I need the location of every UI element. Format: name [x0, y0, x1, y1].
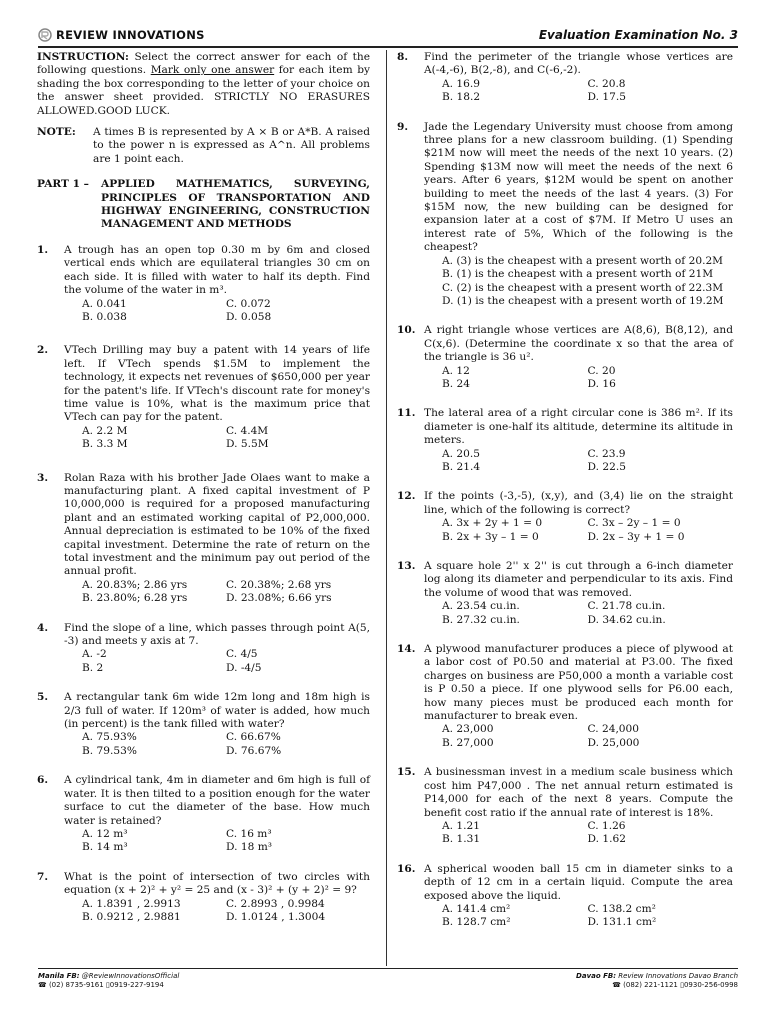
answer-choice: C. 16 m³ — [226, 827, 272, 840]
question-stem: A rectangular tank 6m wide 12m long and 18m high is 2/3 full of water. If 120m³ of water is added, how much (in percent) is the tank filled with water? — [64, 691, 370, 731]
answer-choice: D. 16 — [587, 377, 616, 390]
answer-choice: C. 21.78 cu.in. — [587, 600, 666, 613]
question-body — [424, 407, 733, 474]
answer-choice: A. 1.8391 , 2.9913 — [82, 897, 181, 910]
question-stem: Jade the Legendary University must choose from among three plans for a new classroom building. (1) Spending $21M now will meet the needs of the next 10 years. (2) Spending $13M now will meet the needs of the next 6 years. After 6 years, $12M would be spent on another building to meet the needs of the last 4 years. (3) For $15M now, the new building can be designed for expansion later at a cost of $7M. If Metro U uses an interest rate of 5%, Which of the following is the cheapest? — [424, 120, 733, 254]
footer-manila — [38, 972, 179, 990]
answer-choice: B. 0.038 — [82, 310, 127, 323]
answer-choice: D. 2x – 3y + 1 = 0 — [587, 530, 685, 543]
answer-choice: A. 1.21 — [442, 819, 480, 832]
answer-choice: A. 12 m³ — [82, 827, 128, 840]
footer-davao — [576, 972, 738, 990]
footer-manila-phones: ☎ (02) 8735-9161 ▯0919-227-9194 — [38, 981, 164, 989]
answer-choices — [64, 425, 370, 452]
answer-choice: B. 24 — [442, 377, 470, 390]
answer-choice: A. 20.5 — [442, 447, 480, 460]
answer-choice: B. 2x + 3y – 1 = 0 — [442, 530, 539, 543]
answer-choice: B. 79.53% — [82, 744, 137, 757]
answer-choices — [424, 723, 733, 750]
answer-choices — [424, 517, 733, 544]
answer-choices — [424, 600, 733, 627]
question-number: 14. — [397, 643, 416, 656]
answer-choice: B. 23.80%; 6.28 yrs — [82, 592, 188, 605]
part-label: PART 1 – — [37, 178, 89, 191]
answer-choices — [424, 255, 733, 309]
answer-choice: C. 3x – 2y – 1 = 0 — [587, 517, 681, 530]
question-item — [397, 560, 733, 627]
answer-choices — [424, 78, 733, 105]
answer-choice: A. -2 — [82, 648, 107, 661]
question-item — [397, 51, 733, 105]
question-item — [397, 490, 733, 544]
question-stem: A plywood manufacturer produces a piece of plywood at a labor cost of P0.50 and material at P3.00. The fixed charges on business are P50,000 a month a variable cost is P 0.50 a piece. If one plywood sells for P6.00 each, how many pieces must be produced each month for manufacturer to break even. — [424, 643, 733, 723]
answer-choice: B. 128.7 cm² — [442, 916, 511, 929]
answer-choice: C. 20 — [587, 364, 616, 377]
question-stem: A businessman invest in a medium scale business which cost him P47,000 . The net annual return estimated is P14,000 for each of the next 8 years. Compute the benefit cost ratio if the annual rate of interest is 18%. — [424, 766, 733, 819]
question-number: 12. — [397, 490, 416, 503]
footer-davao-handle: Review Innovations Davao Branch — [616, 972, 738, 980]
answer-choice: D. 18 m³ — [226, 841, 272, 854]
brand — [38, 28, 205, 42]
question-body — [64, 774, 370, 854]
answer-choice: A. 75.93% — [82, 731, 137, 744]
question-item — [397, 121, 733, 309]
question-body — [64, 244, 370, 324]
question-item — [397, 863, 733, 930]
note-label: NOTE: — [37, 126, 76, 139]
answer-choices — [64, 898, 370, 925]
question-item — [37, 871, 370, 925]
answer-choice: D. 76.67% — [226, 744, 282, 757]
answer-choice: C. 2.8993 , 0.9984 — [226, 897, 325, 910]
answer-choice: A. 141.4 cm² — [442, 902, 511, 915]
answer-choice: C. 23.9 — [587, 447, 626, 460]
left-column — [37, 51, 370, 924]
part-title: APPLIED MATHEMATICS, SURVEYING, PRINCIPLES OF TRANSPORTATION AND HIGHWAY ENGINEERING, CONSTRUCTION MANAGEMENT AND METHODS — [101, 178, 370, 231]
question-item — [37, 244, 370, 324]
footer-davao-phones: ☎ (082) 221-1121 ▯0930-256-0998 — [612, 981, 738, 989]
question-stem: What is the point of intersection of two circles with equation (x + 2)² + y² = 25 and (x - 3)² + (y + 2)² = 9? — [64, 870, 370, 897]
question-item — [37, 774, 370, 854]
answer-choice: A. 23.54 cu.in. — [442, 600, 520, 613]
question-body — [424, 324, 733, 391]
instruction-block — [37, 51, 370, 118]
answer-choice: D. -4/5 — [226, 661, 262, 674]
instruction-underlined: Mark only one answer — [150, 64, 275, 77]
answer-choice: D. 22.5 — [587, 460, 626, 473]
question-item — [37, 344, 370, 451]
question-body — [64, 871, 370, 925]
answer-choice: C. 20.8 — [587, 77, 626, 90]
question-body — [64, 472, 370, 606]
answer-choice: D. 25,000 — [587, 736, 640, 749]
question-body — [424, 51, 733, 105]
answer-choices — [64, 579, 370, 606]
answer-choice: C. 4.4M — [226, 424, 269, 437]
answer-choice: C. 0.072 — [226, 297, 271, 310]
answer-choices — [64, 298, 370, 325]
answer-choices — [64, 731, 370, 758]
answer-choice: D. 1.0124 , 1.3004 — [226, 910, 326, 923]
question-stem: A square hole 2'' x 2'' is cut through a 6-inch diameter log along its diameter and perpendicular to its axis. Find the volume of wood that was removed. — [424, 560, 733, 599]
question-item — [397, 643, 733, 750]
answer-choice: C. 66.67% — [226, 731, 281, 744]
answer-choice: A. 23,000 — [442, 723, 494, 736]
answer-choice: C. (2) is the cheapest with a present worth of 22.3M — [442, 281, 724, 294]
question-number: 9. — [397, 120, 409, 133]
question-number: 11. — [397, 407, 416, 420]
column-divider — [386, 50, 387, 966]
answer-choice: B. 18.2 — [442, 91, 481, 104]
question-number: 16. — [397, 862, 416, 875]
question-body — [64, 622, 370, 676]
answer-choice: A. (3) is the cheapest with a present worth of 20.2M — [442, 254, 724, 267]
answer-choice: B. 21.4 — [442, 460, 481, 473]
answer-choice: D. 34.62 cu.in. — [587, 613, 666, 626]
answer-choices — [424, 903, 733, 930]
answer-choice: D. 131.1 cm² — [587, 916, 657, 929]
question-number: 3. — [37, 471, 49, 484]
instruction-text-1: Select the correct answer for each of the following questions. — [37, 51, 370, 77]
right-column — [397, 51, 733, 930]
answer-choice: C. 4/5 — [226, 648, 258, 661]
answer-choice: D. 17.5 — [587, 91, 626, 104]
question-stem: A cylindrical tank, 4m in diameter and 6m high is full of water. It is then tilted to a position enough for the water surface to cut the diameter of the base. How much water is retained? — [64, 774, 370, 827]
page-header — [38, 26, 738, 48]
footer-davao-label: Davao FB: — [576, 972, 617, 980]
footer-manila-label: Manila FB: — [38, 972, 80, 980]
question-number: 13. — [397, 560, 416, 572]
question-number: 5. — [37, 691, 49, 704]
question-item — [397, 766, 733, 846]
answer-choice: B. 27,000 — [442, 736, 494, 749]
question-number: 7. — [37, 870, 49, 883]
question-stem: Find the slope of a line, which passes through point A(5, -3) and meets y axis at 7. — [64, 621, 370, 648]
answer-choices — [64, 828, 370, 855]
answer-choices — [424, 365, 733, 392]
answer-choices — [424, 820, 733, 847]
answer-choice: D. 1.62 — [587, 833, 626, 846]
question-body — [424, 863, 733, 930]
question-item — [37, 622, 370, 676]
answer-choice: B. 0.9212 , 2.9881 — [82, 910, 181, 923]
footer-manila-handle: @ReviewInnovationsOfficial — [79, 972, 180, 980]
answer-choice: B. 2 — [82, 661, 104, 674]
answer-choice: D. 5.5M — [226, 438, 269, 451]
answer-choice: A. 0.041 — [82, 297, 127, 310]
answer-choice: A. 3x + 2y + 1 = 0 — [442, 517, 543, 530]
answer-choice: D. 0.058 — [226, 310, 272, 323]
question-number: 4. — [37, 621, 49, 634]
question-stem: Rolan Raza with his brother Jade Olaes want to make a manufacturing plant. A fixed capital investment of P 10,000,000 is required for a proposed manufacturing plant and an estimated working capital of P2,000,000. Annual depreciation is estimated to be 10% of the fixed capital investment. Determine the rate of return on the total investment and the minimum pay out period of the annual profit. — [64, 471, 370, 578]
answer-choice: C. 20.38%; 2.68 yrs — [226, 578, 332, 591]
answer-choice: B. 27.32 cu.in. — [442, 613, 520, 626]
question-body — [424, 560, 733, 627]
question-item — [397, 407, 733, 474]
question-body — [424, 490, 733, 544]
question-number: 1. — [37, 243, 49, 256]
question-body — [424, 121, 733, 309]
question-stem: A trough has an open top 0.30 m by 6m and closed vertical ends which are equilateral triangles 30 cm on each side. It is filled with water to half its depth. Find the volume of the water in m³. — [64, 243, 370, 297]
page-footer — [38, 968, 738, 989]
answer-choice: C. 1.26 — [587, 819, 626, 832]
question-number: 6. — [37, 774, 49, 787]
answer-choice: B. 14 m³ — [82, 841, 128, 854]
question-body — [64, 691, 370, 758]
question-stem: A spherical wooden ball 15 cm in diameter sinks to a depth of 12 cm in a certain liquid. Compute the area exposed above the liquid. — [424, 862, 733, 902]
question-stem: VTech Drilling may buy a patent with 14 years of life left. If VTech spends $1.5M to implement the technology, it expects net revenues of $650,000 per year for the patent's life. If VTech's discount rate for money's time value is 10%, what is the maximum price that VTech can pay for the patent. — [64, 344, 370, 424]
question-body — [424, 766, 733, 846]
answer-choice: A. 16.9 — [442, 77, 480, 90]
question-item — [397, 324, 733, 391]
answer-choice: A. 2.2 M — [82, 424, 128, 437]
answer-choice: D. (1) is the cheapest with a present worth of 19.2M — [442, 294, 724, 307]
exam-title: Evaluation Examination No. 3 — [538, 28, 738, 42]
question-stem: A right triangle whose vertices are A(8,6), B(8,12), and C(x,6). (Determine the coordinate x so that the area of the triangle is 36 u². — [424, 324, 733, 364]
note-text: A times B is represented by A × B or A*B. A raised to the power n is expressed as A^n. All problems are 1 point each. — [93, 126, 370, 165]
answer-choice: B. (1) is the cheapest with a present worth of 21M — [442, 268, 714, 281]
question-stem: Find the perimeter of the triangle whose vertices are A(-4,-6), B(2,-8), and C(-6,-2). — [424, 51, 733, 77]
question-number: 10. — [397, 324, 416, 337]
answer-choice: C. 24,000 — [587, 723, 640, 736]
answer-choice: A. 12 — [442, 364, 470, 377]
part-heading — [37, 178, 370, 232]
question-number: 2. — [37, 344, 49, 357]
question-item — [37, 472, 370, 606]
instruction-text-2: for each item by shading the box corresponding to the letter of your choice on the answer sheet provided. STRICTLY NO ERASURES ALLOWED.GOOD LUCK. — [37, 64, 370, 117]
note-block — [37, 126, 370, 166]
instruction-label: INSTRUCTION: — [37, 51, 129, 63]
question-item — [37, 691, 370, 758]
question-number: 15. — [397, 766, 416, 779]
right-question-list — [397, 51, 733, 930]
answer-choice: B. 3.3 M — [82, 438, 128, 451]
review-innovations-logo-icon — [38, 28, 52, 42]
question-body — [64, 344, 370, 451]
answer-choice: A. 20.83%; 2.86 yrs — [82, 578, 188, 591]
question-stem: The lateral area of a right circular cone is 386 m². If its diameter is one-half its altitude, determine its altitude in meters. — [424, 407, 733, 447]
answer-choice: B. 1.31 — [442, 833, 481, 846]
left-question-list — [37, 244, 370, 924]
answer-choice: C. 138.2 cm² — [587, 902, 656, 915]
brand-name: REVIEW INNOVATIONS — [56, 28, 205, 42]
answer-choice: D. 23.08%; 6.66 yrs — [226, 592, 332, 605]
question-number: 8. — [397, 51, 409, 63]
question-stem: If the points (-3,-5), (x,y), and (3,4) lie on the straight line, which of the following is correct? — [424, 490, 733, 516]
question-body — [424, 643, 733, 750]
answer-choices — [424, 448, 733, 475]
answer-choices — [64, 648, 370, 675]
